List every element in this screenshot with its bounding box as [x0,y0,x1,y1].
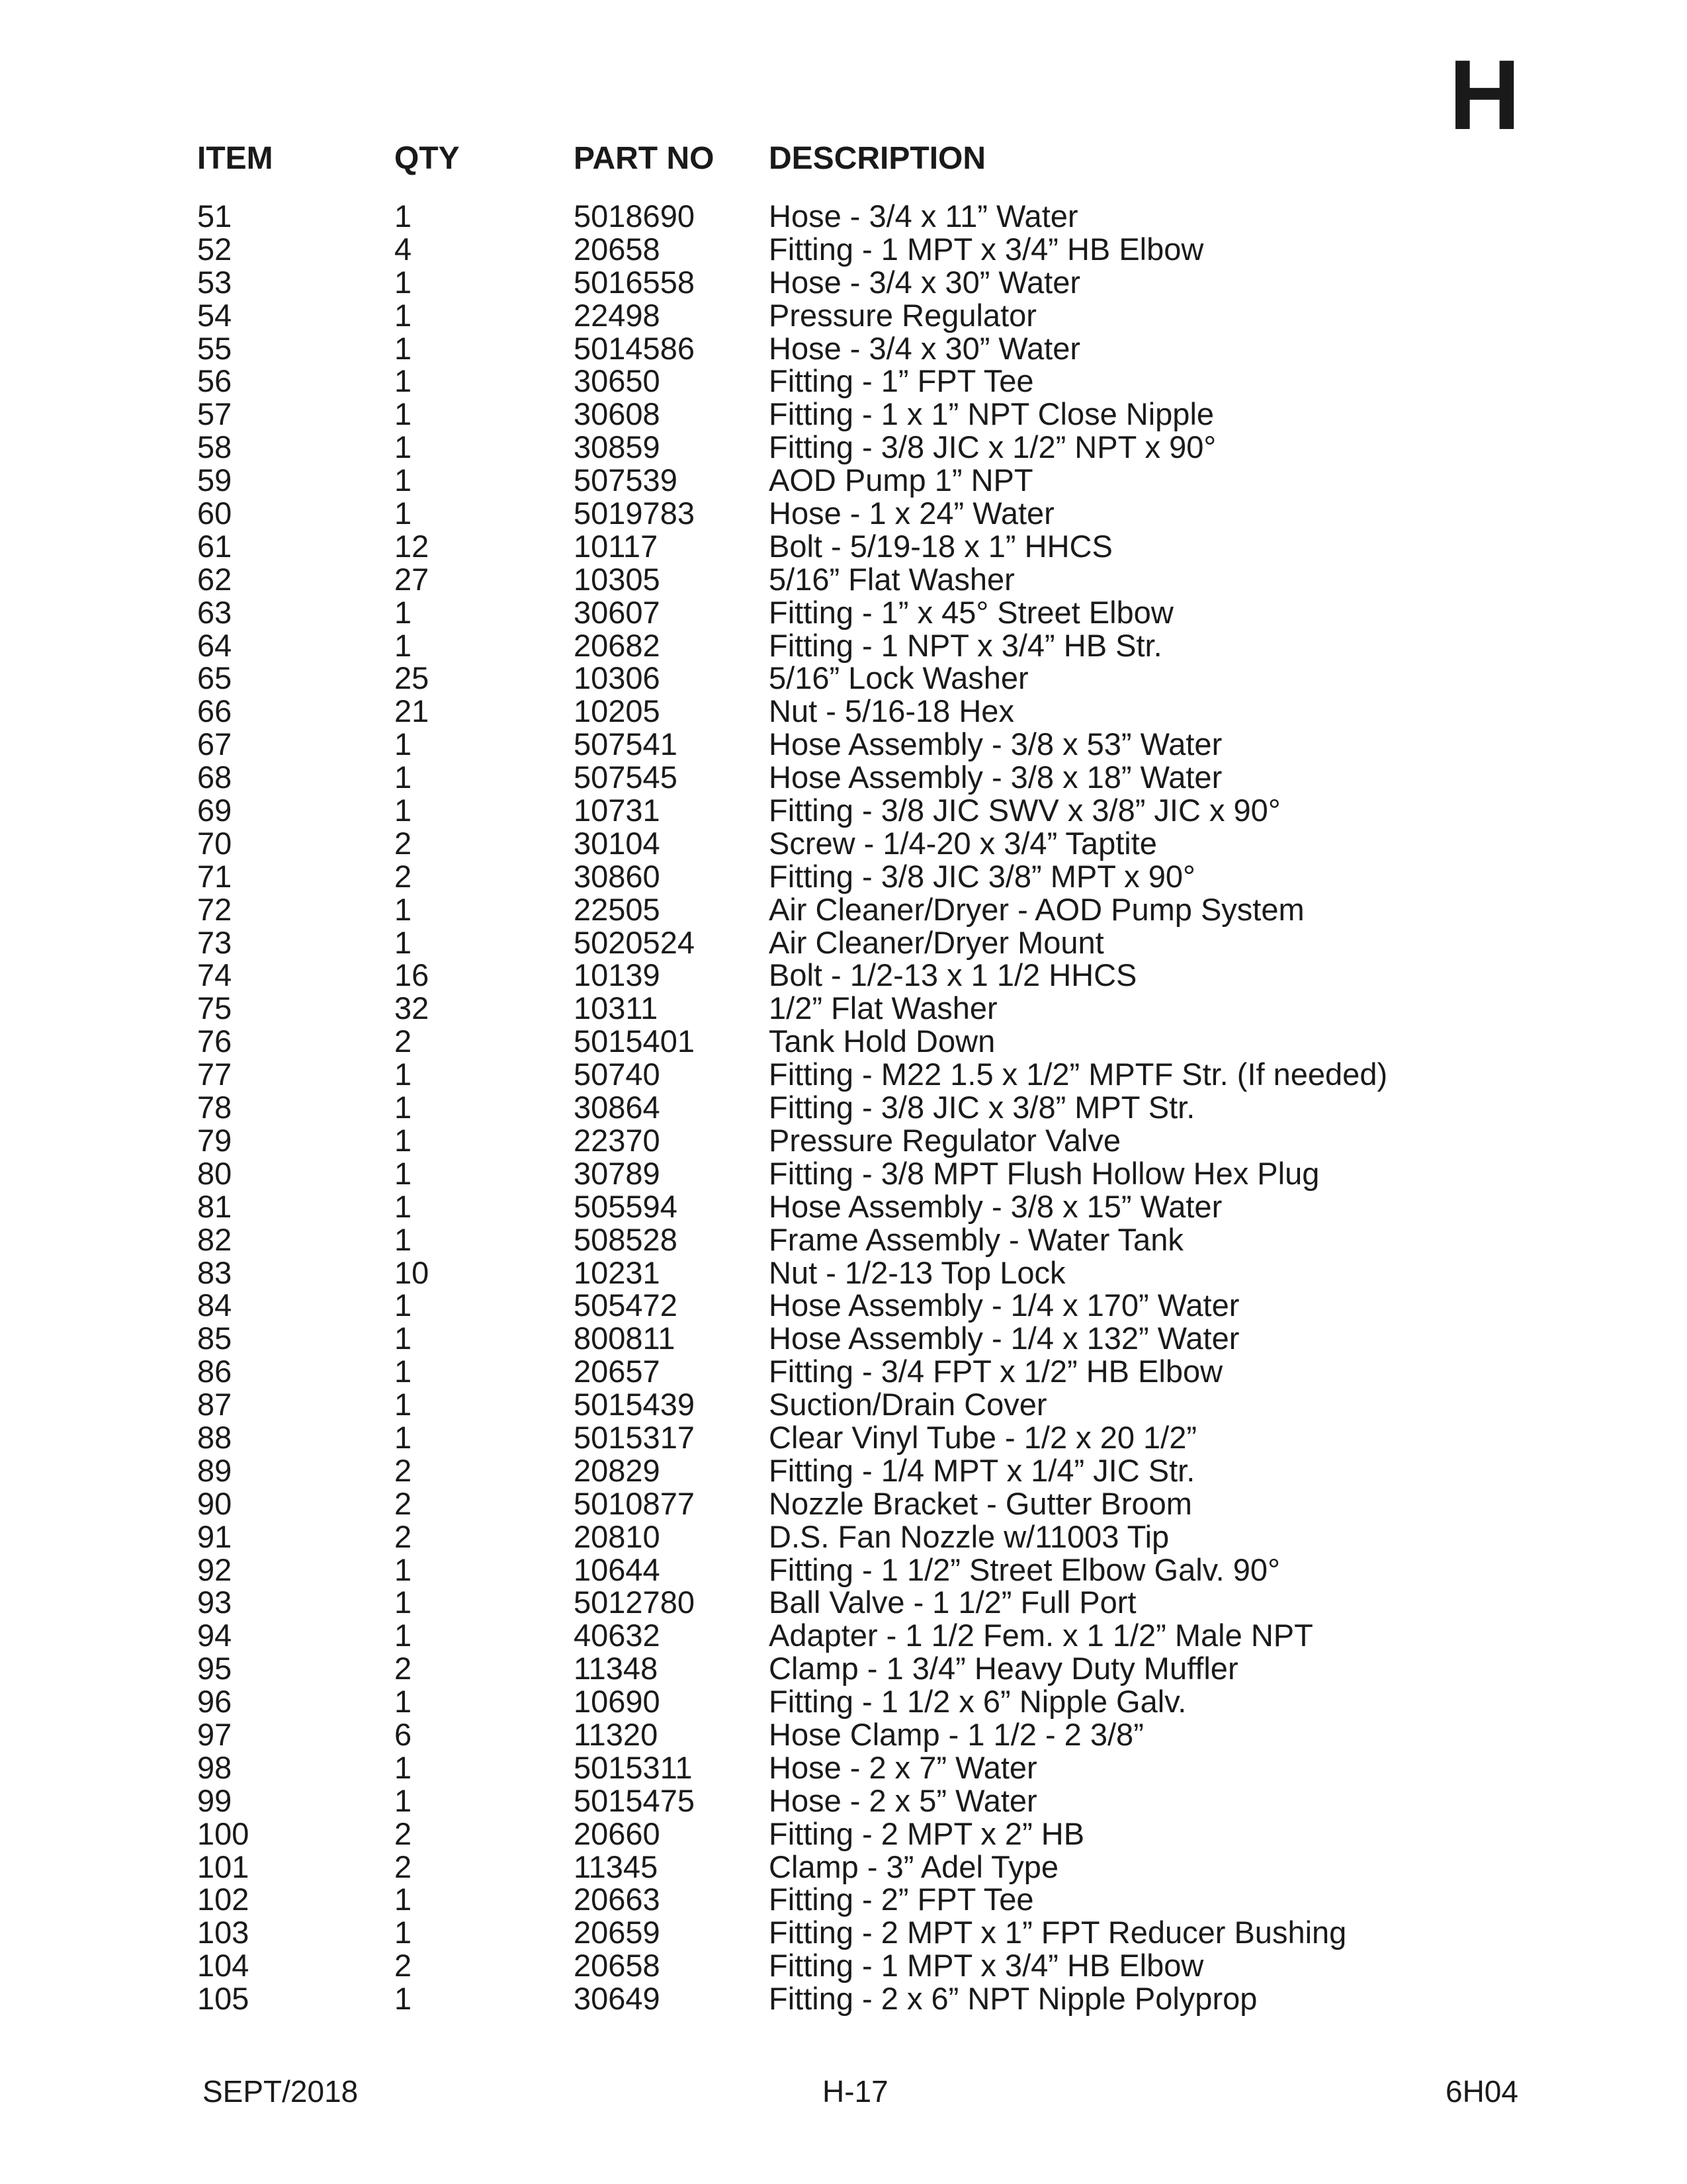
quantity: 1 [394,1981,412,2017]
item-number: 82 [197,1221,232,1257]
table-row [0,1851,1687,1884]
quantity: 1 [394,1551,412,1587]
part-number: 20663 [574,1882,660,1917]
table-row [0,299,1687,332]
description: 5/16” Flat Washer [769,561,1015,597]
item-number: 56 [197,363,232,399]
description: Clear Vinyl Tube - 1/2 x 20 1/2” [769,1419,1197,1455]
table-row [0,1157,1687,1190]
table-row [0,1388,1687,1421]
table-row [0,431,1687,464]
item-number: 59 [197,462,232,498]
item-number: 70 [197,825,232,861]
table-row [0,959,1687,992]
item-number: 92 [197,1551,232,1587]
item-number: 62 [197,561,232,597]
description: Screw - 1/4-20 x 3/4” Taptite [769,825,1157,861]
part-number: 507539 [574,462,677,498]
quantity: 2 [394,858,412,894]
quantity: 1 [394,1188,412,1224]
part-number: 10205 [574,693,660,729]
table-row [0,629,1687,662]
header-item: ITEM [197,141,273,176]
table-row [0,1586,1687,1619]
item-number: 87 [197,1387,232,1422]
quantity: 1 [394,496,412,531]
part-number: 30860 [574,858,660,894]
quantity: 1 [394,1155,412,1191]
item-number: 96 [197,1684,232,1720]
table-row [0,266,1687,299]
table-row [0,1817,1687,1851]
part-number: 5019783 [574,496,695,531]
description: Fitting - 3/8 JIC x 1/2” NPT x 90° [769,429,1217,465]
description: Hose Assembly - 3/8 x 18” Water [769,760,1223,795]
item-number: 57 [197,396,232,432]
header-description: DESCRIPTION [769,141,986,176]
header-qty: QTY [394,141,460,176]
item-number: 104 [197,1948,249,1984]
quantity: 1 [394,726,412,762]
item-number: 79 [197,1122,232,1158]
quantity: 1 [394,429,412,465]
description: Fitting - 1 x 1” NPT Close Nipple [769,396,1215,432]
description: Hose Assembly - 1/4 x 132” Water [769,1321,1240,1356]
description: Tank Hold Down [769,1024,996,1059]
table-row [0,1916,1687,1949]
table-row [0,1652,1687,1685]
table-row [0,530,1687,563]
quantity: 10 [394,1254,429,1290]
description: Bolt - 5/19-18 x 1” HHCS [769,528,1113,564]
item-number: 101 [197,1849,249,1884]
quantity: 2 [394,1651,412,1686]
description: AOD Pump 1” NPT [769,462,1033,498]
quantity: 6 [394,1716,412,1752]
quantity: 2 [394,1948,412,1984]
quantity: 2 [394,1452,412,1488]
description: D.S. Fan Nozzle w/11003 Tip [769,1518,1170,1554]
quantity: 2 [394,1518,412,1554]
part-number: 22370 [574,1122,660,1158]
description: Fitting - 1/4 MPT x 1/4” JIC Str. [769,1452,1195,1488]
item-number: 88 [197,1419,232,1455]
item-number: 80 [197,1155,232,1191]
description: Fitting - 2” FPT Tee [769,1882,1034,1917]
table-row [0,1784,1687,1817]
header-part-no: PART NO [574,141,714,176]
item-number: 73 [197,924,232,960]
description: Hose - 1 x 24” Water [769,496,1055,531]
quantity: 1 [394,1354,412,1389]
part-number: 30649 [574,1981,660,2017]
part-number: 10117 [574,528,658,564]
description: Bolt - 1/2-13 x 1 1/2 HHCS [769,957,1137,993]
item-number: 93 [197,1585,232,1620]
part-number: 10139 [574,957,660,993]
item-number: 58 [197,429,232,465]
item-number: 55 [197,330,232,366]
description: Hose Clamp - 1 1/2 - 2 3/8” [769,1716,1144,1752]
table-row [0,1091,1687,1124]
table-row [0,860,1687,893]
part-number: 10311 [574,990,658,1026]
part-number: 40632 [574,1618,660,1653]
quantity: 1 [394,1915,412,1950]
description: Fitting - 2 x 6” NPT Nipple Polyprop [769,1981,1258,2017]
item-number: 105 [197,1981,249,2017]
table-row [0,1487,1687,1520]
quantity: 1 [394,594,412,630]
quantity: 1 [394,1288,412,1323]
quantity: 1 [394,793,412,828]
item-number: 63 [197,594,232,630]
description: Fitting - 1” FPT Tee [769,363,1034,399]
item-number: 74 [197,957,232,993]
item-number: 91 [197,1518,232,1554]
description: Fitting - M22 1.5 x 1/2” MPTF Str. (If needed) [769,1057,1388,1092]
table-row [0,1355,1687,1388]
quantity: 1 [394,924,412,960]
description: Fitting - 3/8 JIC SWV x 3/8” JIC x 90° [769,793,1281,828]
part-number: 10305 [574,561,660,597]
part-number: 5020524 [574,924,695,960]
table-row [0,464,1687,497]
table-row [0,1421,1687,1454]
description: Fitting - 1 NPT x 3/4” HB Str. [769,627,1162,663]
description: Fitting - 1 MPT x 3/4” HB Elbow [769,231,1204,267]
quantity: 27 [394,561,429,597]
description: Suction/Drain Cover [769,1387,1047,1422]
part-number: 20657 [574,1354,660,1389]
table-row [0,827,1687,860]
item-number: 98 [197,1749,232,1785]
description: Fitting - 1 1/2 x 6” Nipple Galv. [769,1684,1187,1720]
quantity: 1 [394,1749,412,1785]
description: Hose Assembly - 3/8 x 15” Water [769,1188,1223,1224]
table-row [0,1553,1687,1587]
table-row [0,1190,1687,1223]
table-row [0,1058,1687,1091]
part-number: 20810 [574,1518,660,1554]
item-number: 54 [197,297,232,333]
quantity: 1 [394,760,412,795]
item-number: 89 [197,1452,232,1488]
table-row [0,1454,1687,1487]
part-number: 5015401 [574,1024,695,1059]
description: Fitting - 2 MPT x 1” FPT Reducer Bushing [769,1915,1347,1950]
item-number: 103 [197,1915,249,1950]
description: Fitting - 3/8 JIC 3/8” MPT x 90° [769,858,1195,894]
item-number: 64 [197,627,232,663]
description: Air Cleaner/Dryer Mount [769,924,1104,960]
part-number: 5015475 [574,1782,695,1818]
part-number: 505472 [574,1288,677,1323]
table-row [0,1520,1687,1553]
description: Hose Assembly - 3/8 x 53” Water [769,726,1223,762]
quantity: 1 [394,264,412,300]
description: Fitting - 1 1/2” Street Elbow Galv. 90° [769,1551,1280,1587]
table-row [0,365,1687,398]
item-number: 61 [197,528,232,564]
parts-list [0,200,1687,2015]
table-row [0,794,1687,827]
description: Hose - 3/4 x 11” Water [769,198,1078,234]
footer-code: 6H04 [1446,2074,1518,2109]
table-row [0,1982,1687,2015]
item-number: 85 [197,1321,232,1356]
table-row [0,332,1687,365]
description: Fitting - 3/4 FPT x 1/2” HB Elbow [769,1354,1223,1389]
part-number: 30789 [574,1155,660,1191]
description: Pressure Regulator Valve [769,1122,1121,1158]
item-number: 66 [197,693,232,729]
part-number: 5014586 [574,330,695,366]
footer-page-number: H-17 [822,2074,888,2109]
table-row [0,926,1687,959]
table-row [0,1949,1687,1982]
description: Fitting - 1” x 45° Street Elbow [769,594,1174,630]
part-number: 11320 [574,1716,658,1752]
item-number: 72 [197,891,232,927]
table-row [0,1289,1687,1322]
description: Nozzle Bracket - Gutter Broom [769,1485,1192,1521]
part-number: 5010877 [574,1485,695,1521]
description: Hose - 2 x 7” Water [769,1749,1037,1785]
description: Air Cleaner/Dryer - AOD Pump System [769,891,1305,927]
quantity: 1 [394,1122,412,1158]
quantity: 1 [394,198,412,234]
quantity: 1 [394,363,412,399]
table-row [0,662,1687,695]
table-row [0,1685,1687,1718]
item-number: 99 [197,1782,232,1818]
table-row [0,596,1687,629]
quantity: 1 [394,1618,412,1653]
part-number: 10306 [574,660,660,696]
part-number: 11348 [574,1651,658,1686]
item-number: 95 [197,1651,232,1686]
part-number: 20660 [574,1815,660,1851]
table-row [0,1025,1687,1058]
part-number: 10731 [574,793,660,828]
item-number: 60 [197,496,232,531]
table-row [0,893,1687,926]
table-row [0,1124,1687,1157]
description: Hose - 2 x 5” Water [769,1782,1037,1818]
description: Clamp - 3” Adel Type [769,1849,1059,1884]
table-row [0,563,1687,596]
table-row [0,695,1687,728]
item-number: 69 [197,793,232,828]
description: Hose - 3/4 x 30” Water [769,330,1081,366]
description: Fitting - 3/8 JIC x 3/8” MPT Str. [769,1090,1195,1125]
part-number: 22505 [574,891,660,927]
item-number: 81 [197,1188,232,1224]
section-letter: H [1449,39,1521,150]
item-number: 78 [197,1090,232,1125]
item-number: 65 [197,660,232,696]
quantity: 2 [394,1024,412,1059]
quantity: 1 [394,1684,412,1720]
table-row [0,497,1687,530]
item-number: 90 [197,1485,232,1521]
description: Clamp - 1 3/4” Heavy Duty Muffler [769,1651,1238,1686]
item-number: 77 [197,1057,232,1092]
quantity: 25 [394,660,429,696]
quantity: 2 [394,1849,412,1884]
quantity: 1 [394,396,412,432]
quantity: 1 [394,1882,412,1917]
footer-date: SEPT/2018 [202,2074,359,2109]
item-number: 75 [197,990,232,1026]
table-row [0,1256,1687,1289]
item-number: 68 [197,760,232,795]
table-row [0,1883,1687,1916]
quantity: 32 [394,990,429,1026]
quantity: 1 [394,627,412,663]
part-number: 11345 [574,1849,658,1884]
quantity: 4 [394,231,412,267]
quantity: 1 [394,1585,412,1620]
description: 1/2” Flat Washer [769,990,998,1026]
table-row [0,728,1687,761]
description: Nut - 5/16-18 Hex [769,693,1014,729]
description: Hose Assembly - 1/4 x 170” Water [769,1288,1240,1323]
item-number: 67 [197,726,232,762]
description: 5/16” Lock Washer [769,660,1029,696]
table-row [0,233,1687,266]
description: Frame Assembly - Water Tank [769,1221,1184,1257]
quantity: 1 [394,1090,412,1125]
item-number: 97 [197,1716,232,1752]
part-number: 5018690 [574,198,695,234]
quantity: 2 [394,1485,412,1521]
quantity: 1 [394,891,412,927]
description: Adapter - 1 1/2 Fem. x 1 1/2” Male NPT [769,1618,1313,1653]
part-number: 20682 [574,627,660,663]
item-number: 94 [197,1618,232,1653]
description: Fitting - 3/8 MPT Flush Hollow Hex Plug [769,1155,1320,1191]
table-row [0,1718,1687,1751]
part-number: 5016558 [574,264,695,300]
part-number: 30607 [574,594,660,630]
item-number: 52 [197,231,232,267]
part-number: 30859 [574,429,660,465]
part-number: 30864 [574,1090,660,1125]
table-row [0,1223,1687,1256]
quantity: 1 [394,1782,412,1818]
table-row [0,1322,1687,1355]
part-number: 30104 [574,825,660,861]
description: Nut - 1/2-13 Top Lock [769,1254,1066,1290]
part-number: 10231 [574,1254,660,1290]
item-number: 83 [197,1254,232,1290]
item-number: 100 [197,1815,249,1851]
table-row [0,1751,1687,1784]
item-number: 76 [197,1024,232,1059]
description: Ball Valve - 1 1/2” Full Port [769,1585,1137,1620]
part-number: 20658 [574,231,660,267]
part-number: 30650 [574,363,660,399]
item-number: 86 [197,1354,232,1389]
quantity: 16 [394,957,429,993]
item-number: 102 [197,1882,249,1917]
part-number: 10690 [574,1684,660,1720]
table-header [0,140,1687,180]
part-number: 5015311 [574,1749,693,1785]
table-row [0,1619,1687,1652]
part-number: 5015439 [574,1387,695,1422]
part-number: 50740 [574,1057,660,1092]
item-number: 71 [197,858,232,894]
table-row [0,200,1687,233]
quantity: 1 [394,1221,412,1257]
quantity: 21 [394,693,429,729]
part-number: 5012780 [574,1585,695,1620]
item-number: 84 [197,1288,232,1323]
part-number: 10644 [574,1551,660,1587]
part-number: 22498 [574,297,660,333]
quantity: 1 [394,1321,412,1356]
table-row [0,398,1687,431]
description: Hose - 3/4 x 30” Water [769,264,1081,300]
quantity: 1 [394,330,412,366]
quantity: 1 [394,1387,412,1422]
part-number: 507545 [574,760,677,795]
quantity: 1 [394,1419,412,1455]
quantity: 1 [394,462,412,498]
part-number: 20829 [574,1452,660,1488]
part-number: 20658 [574,1948,660,1984]
quantity: 2 [394,825,412,861]
part-number: 505594 [574,1188,677,1224]
part-number: 20659 [574,1915,660,1950]
part-number: 507541 [574,726,677,762]
item-number: 53 [197,264,232,300]
description: Fitting - 1 MPT x 3/4” HB Elbow [769,1948,1204,1984]
table-row [0,761,1687,794]
quantity: 2 [394,1815,412,1851]
quantity: 12 [394,528,429,564]
table-row [0,992,1687,1025]
description: Fitting - 2 MPT x 2” HB [769,1815,1085,1851]
part-number: 508528 [574,1221,677,1257]
part-number: 5015317 [574,1419,695,1455]
quantity: 1 [394,1057,412,1092]
item-number: 51 [197,198,232,234]
part-number: 30608 [574,396,660,432]
quantity: 1 [394,297,412,333]
description: Pressure Regulator [769,297,1037,333]
part-number: 800811 [574,1321,675,1356]
